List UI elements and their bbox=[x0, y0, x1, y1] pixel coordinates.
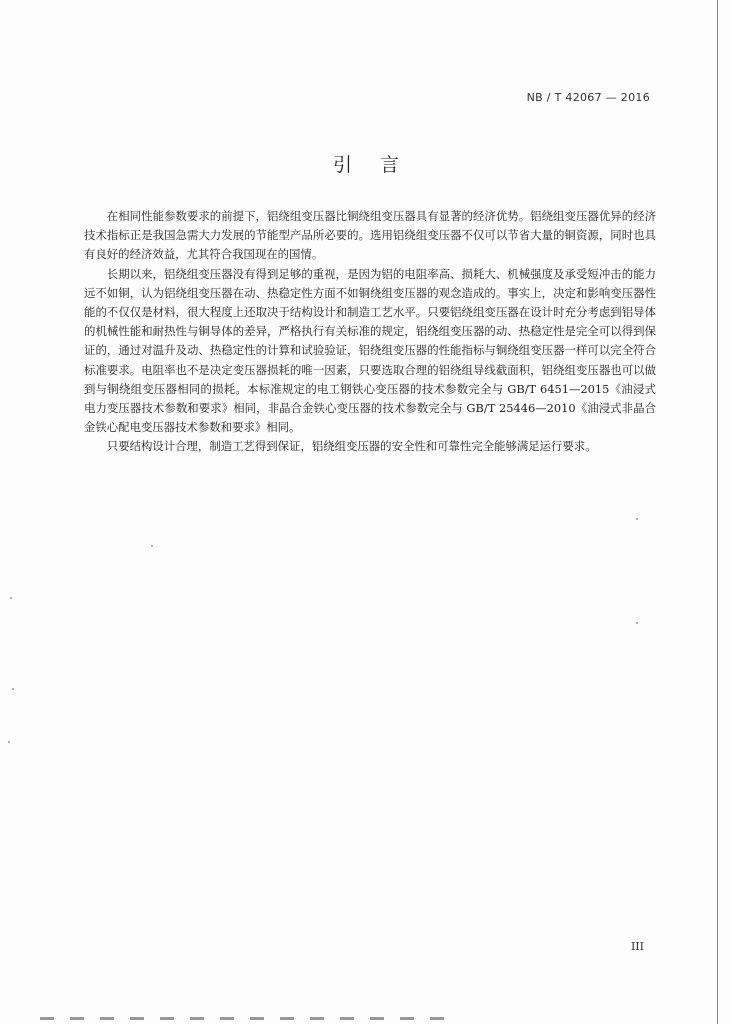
scan-footer-marks bbox=[40, 1017, 460, 1020]
scan-edge-line bbox=[717, 0, 718, 1024]
scan-speck bbox=[636, 622, 638, 624]
scan-speck bbox=[10, 597, 12, 599]
section-title: 引言 bbox=[332, 154, 427, 176]
paragraph: 在相同性能参数要求的前提下，铝绕组变压器比铜绕组变压器具有显著的经济优势。铝绕组变压器优异的经济技术指标正是我国急需大力发展的节能型产品所必要的。选用铝绕组变压器不仅可以节省大量的铜资源，同时也具有良好的经济效益，尤其符合我国现在的国情。 bbox=[84, 209, 656, 262]
paragraph: 只要结构设计合理，制造工艺得到保证，铝绕组变压器的安全性和可靠性完全能够满足运行要求。 bbox=[106, 439, 597, 454]
standard-number: NB / T 42067 — 2016 bbox=[526, 91, 650, 104]
scan-speck bbox=[12, 688, 14, 690]
scan-speck bbox=[636, 518, 638, 520]
paragraph: 长期以来，铝绕组变压器没有得到足够的重视，是因为铝的电阻率高、损耗大、机械强度及承受短冲击的能力远不如铜，认为铝绕组变压器在动、热稳定性方面不如铜绕组变压器的观念造成的。事实上，决定和影响变压器性能的不仅仅是材料，很大程度上还取决于结构设计和制造工艺水平。只要铝绕组变压器在设计时充分考虑到铝导体的机械性能和耐热性与铜导体的差异，严格执行有关标准的规定，铝绕组变压器的动、热稳定性是完全可以得到保证的，通过对温升及动、热稳定性的计算和试验验证，铝绕组变压器的性能指标与铜绕组变压器一样可以完全符合标准要求。电阻率也不是决定变压器损耗的唯一因素，只要选取合理的铝绕组导线截面积，铝绕组变压器也可以做到与铜绕组变压器相同的损耗。本标准规定的电工钢铁心变压器的技术参数完全与 GB/T 6451—2015《油浸式电力变压器技术参数和要求》相同，非晶合金铁心变压器的技术参数完全与 GB/T 25446—2010《油浸式非晶合金铁心配电变压器技术参数和要求》相同。 bbox=[84, 266, 656, 435]
scan-speck bbox=[151, 545, 153, 547]
scan-speck bbox=[8, 741, 10, 743]
page-number: III bbox=[630, 940, 644, 953]
body-text bbox=[84, 207, 656, 457]
